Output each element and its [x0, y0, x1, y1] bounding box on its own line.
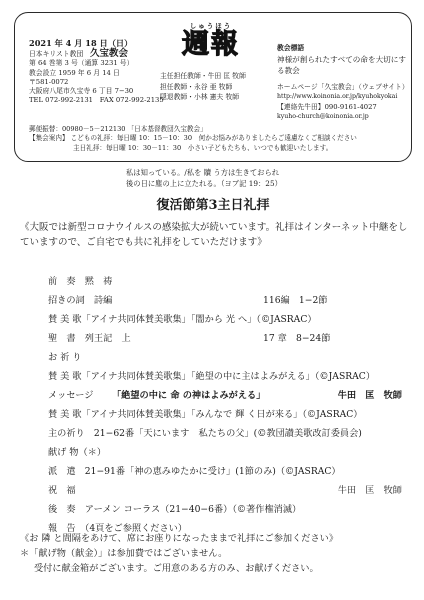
church-info [29, 37, 179, 106]
order-of-worship [48, 272, 410, 538]
church-motto: 神様が創られたすべての命を大切にする教会 [277, 55, 406, 75]
staff-pastor: 主任担任教師・牛田 匡 牧師 [160, 72, 246, 80]
issue-number: 第 64 巻第 3 号（通算 3231 号） [29, 59, 134, 68]
postal-code: 〒581-0072 [29, 77, 69, 86]
bulletin-page [14, 12, 412, 590]
message-label: メッセージ [48, 390, 94, 401]
prelude-label: 前 奏 黙 祷 [48, 276, 113, 287]
covid-notice: 《大阪では新型コロナウイルスの感染拡大が続いています。礼拝はインターネット中継をしていますので、ご自宅でも共に礼拝をしていただけます》 [20, 222, 408, 248]
prayer-label: お 祈 り [48, 352, 82, 363]
scripture-label: 聖 書 列王記 上 [48, 333, 131, 344]
bulletin-masthead [165, 21, 257, 60]
worship-item [48, 310, 410, 329]
postal-transfer: 郵便振替：00980－5－212130 「日本基督教団久宝教会」 [29, 125, 207, 133]
church-address: 大阪府八尾市久宝寺 6 丁目 7−30 [29, 87, 134, 96]
motto-heading: 教会標語 [277, 44, 305, 52]
hymn-1: 賛 美 歌「アイナ共同体賛美歌集」「闇から 光 へ」（©JASRAC） [48, 314, 317, 325]
bulletin-header [14, 12, 412, 162]
denomination: 日本キリスト教団 [29, 50, 84, 58]
worship-item [48, 443, 410, 462]
motto-contact [277, 43, 407, 122]
announcements: 報 告 （4頁をご参照ください） [48, 523, 188, 534]
service-date: 2021 年 4 月 18 日（日） [29, 38, 133, 48]
title-ruby: しゅうほう [189, 22, 233, 30]
worship-item [48, 462, 410, 481]
hymn-2: 賛 美 歌「アイナ共同体賛美歌集」「絶望の中に主はよみがえる」（©JASRAC） [48, 371, 376, 382]
main-service-time: 主日礼拝：毎日曜 10：30－11：30 小さい子どもたちも、いつでも歓迎いたします。 [73, 143, 333, 152]
church-name: 久宝教会 [90, 48, 129, 59]
service-title: 復活節第3主日礼拝 [156, 198, 270, 213]
homepage-url[interactable]: http://www.koinonia.or.jp/kyuhokyokai [277, 93, 398, 100]
worship-item [48, 500, 410, 519]
closing-notes [20, 531, 410, 576]
worship-item [48, 272, 410, 291]
tel-fax: TEL 072-992-2131 FAX 072-992-2135 [29, 96, 164, 105]
gathering-guide: 【集会案内】 こどもの礼拝：毎日曜 10：15－10：30 何かお悩みがありましたらご遠慮なくご相談ください [29, 134, 357, 143]
message-preacher: 牛田 匡 牧師 [337, 390, 402, 401]
worship-item [48, 348, 410, 367]
homepage-label: ホームページ「久宝教会」（ウェブサイト） [277, 83, 409, 91]
sending-hymn: 派 遣 21−91番「神の恵みゆたかに受け」(1節のみ)（©JASRAC） [48, 466, 341, 477]
offering-note: ＊「献げ物（献金）」は参加費ではございません。 [20, 548, 228, 559]
worship-item [48, 291, 410, 310]
scripture-ref: 17 章 8−24節 [263, 333, 331, 344]
verse-line-1: 私は知っている。/私を 贖 う方は生きておられ [126, 168, 280, 177]
worship-item [48, 424, 410, 443]
contact-phone: 【連絡先牛田】090-9161-4027 [277, 103, 377, 111]
offering-box-note: 受付に献金箱がございます。ご用意のある方のみ、お献げください。 [34, 563, 319, 574]
benediction-label: 祝 福 [48, 485, 76, 496]
lords-prayer: 主の祈り 21−62番「天にいます 私たちの父」(©教団讃美歌改訂委員会) [48, 428, 362, 439]
postlude: 後 奏 アーメン コーラス（21−40−6番）（©著作権消滅） [48, 504, 302, 515]
scripture-verse [126, 167, 282, 189]
staff-list [160, 71, 280, 103]
seating-note: 《お 隣 と間隔をあけて、席にお座りになったままで礼拝にご参加ください》 [20, 533, 339, 544]
gathering-info [29, 125, 407, 153]
call-to-worship-ref: 116編 1−2節 [263, 295, 328, 306]
founded-date: 教会設立 1959 年 6 月 14 日 [29, 68, 120, 77]
call-to-worship-label: 招きの詞 詩編 [48, 295, 113, 306]
contact-email[interactable]: kyuho-church@koinonia.or.jp [277, 113, 369, 120]
benediction-minister: 牛田 匡 牧師 [337, 485, 402, 496]
worship-item [48, 481, 410, 500]
worship-item [48, 386, 410, 405]
message-title: 「絶望の中に 命 の神はよみがえる」 [112, 390, 266, 401]
bulletin-title: 週報 [182, 29, 240, 60]
worship-item [48, 405, 410, 424]
worship-item [48, 329, 410, 348]
worship-item [48, 367, 410, 386]
hymn-3: 賛 美 歌「アイナ共同体賛美歌集」「みんなで 輝 く日が来る」（©JASRAC） [48, 409, 363, 420]
staff-associate: 担任教師・永谷 亜 牧師 [160, 82, 233, 91]
verse-line-2: 後の日に塵の上に立たれる。（ヨブ記 19：25） [126, 179, 282, 188]
staff-retired: 隠退教師・小林 憲夫 牧師 [160, 93, 240, 101]
offering-label: 献げ 物（＊） [48, 447, 107, 458]
